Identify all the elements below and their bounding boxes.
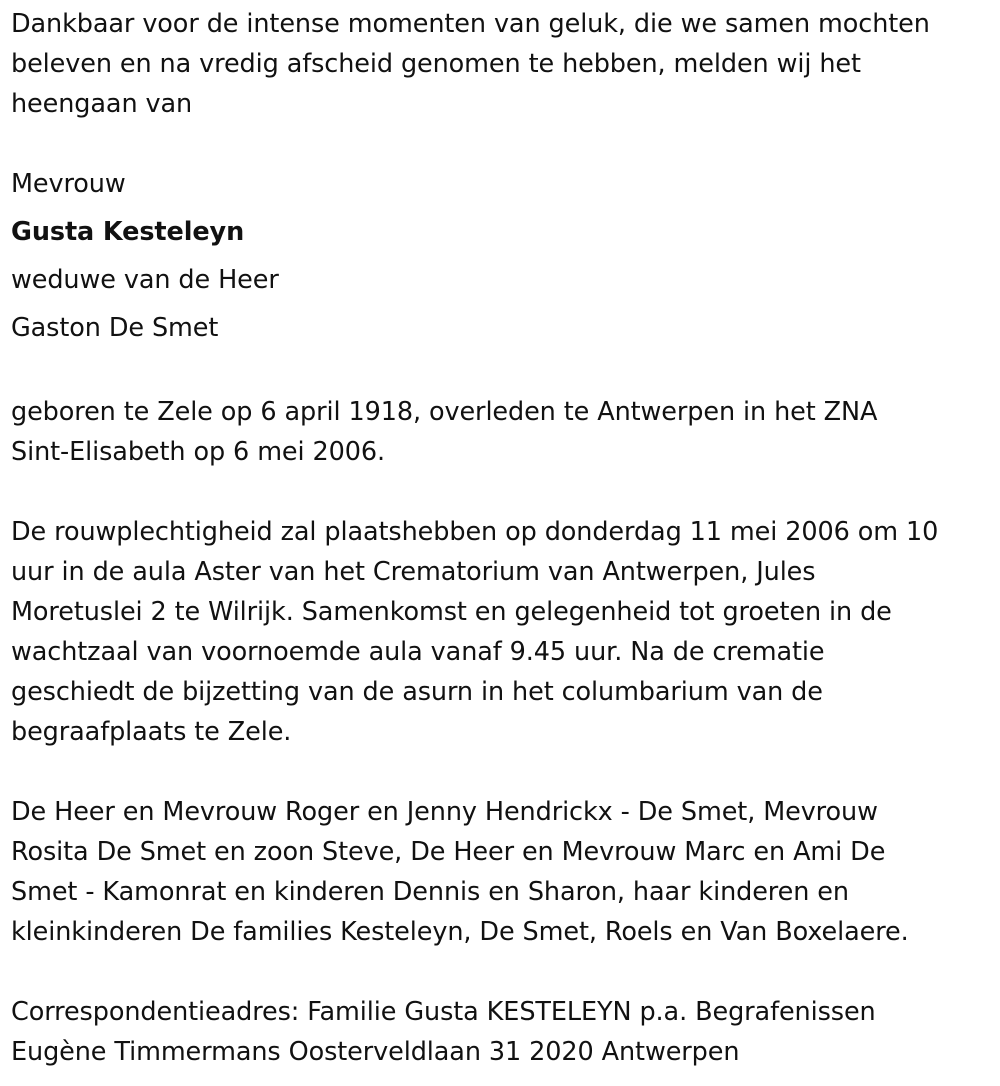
- intro-paragraph: Dankbaar voor de intense momenten van geluk, die we samen mochten beleven en na vredig afscheid genomen te hebben, melden wij het heengaan van: [11, 9, 930, 119]
- spacer: [11, 124, 991, 164]
- obituary-document: [11, 4, 991, 1072]
- deceased-name: Gusta Kesteleyn: [11, 217, 245, 247]
- spacer: [11, 752, 991, 792]
- correspondence-paragraph: Correspondentieadres: Familie Gusta KESTELEYN p.a. Begrafenissen Eugène Timmermans Oosterveldlaan 31 2020 Antwerpen: [11, 997, 876, 1067]
- spacer: [11, 352, 991, 392]
- spacer: [11, 952, 991, 992]
- deceased-block: [11, 160, 991, 352]
- spacer: [11, 472, 991, 512]
- ceremony-paragraph: De rouwplechtigheid zal plaatshebben op donderdag 11 mei 2006 om 10 uur in de aula Aster van het Crematorium van Antwerpen, Jules Moretuslei 2 te Wilrijk. Samenkomst en gelegenheid tot groeten in de wachtzaal van voornoemde aula vanaf 9.45 uur. Na de crematie geschiedt de bijzetting van de asurn in het columbarium van de begraafplaats te Zele.: [11, 517, 939, 747]
- family-paragraph: De Heer en Mevrouw Roger en Jenny Hendrickx - De Smet, Mevrouw Rosita De Smet en zoon Steve, De Heer en Mevrouw Marc en Ami De Smet - Kamonrat en kinderen Dennis en Sharon, haar kinderen en kleinkinderen De families Kesteleyn, De Smet, Roels en Van Boxelaere.: [11, 797, 909, 947]
- salutation: Mevrouw: [11, 169, 126, 199]
- spouse-name: Gaston De Smet: [11, 313, 219, 343]
- relation-text: weduwe van de Heer: [11, 265, 279, 295]
- birth-death-paragraph: geboren te Zele op 6 april 1918, overleden te Antwerpen in het ZNA Sint-Elisabeth op 6 mei 2006.: [11, 397, 878, 467]
